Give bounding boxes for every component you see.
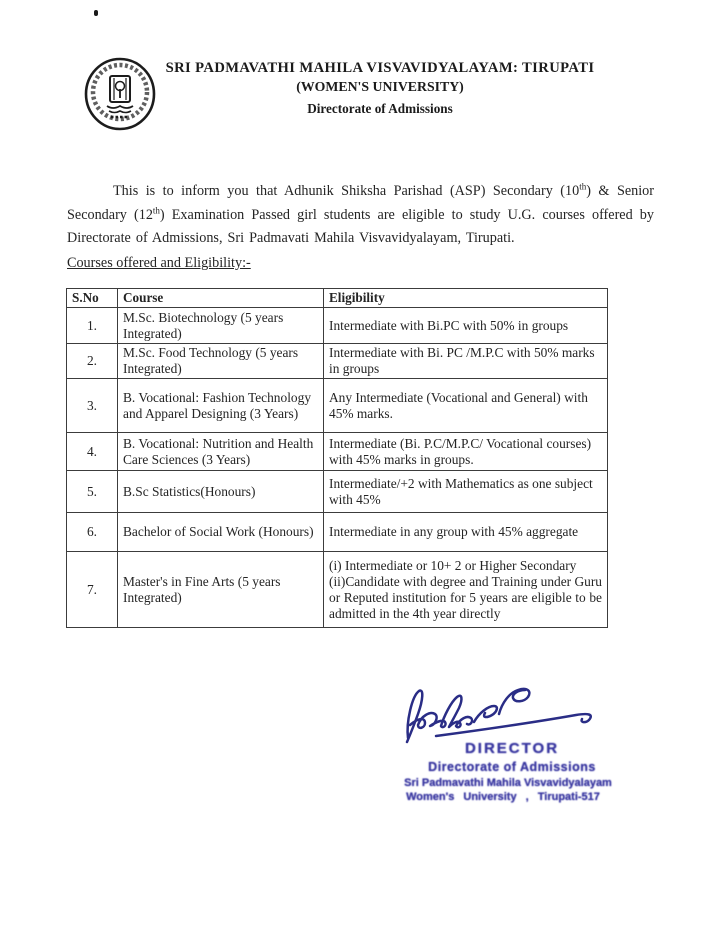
superscript-th-2: th [152,205,160,216]
scan-artifact-mark [94,10,98,16]
signature-ink-icon [396,678,608,746]
table-row [67,344,608,379]
table-row [67,471,608,513]
superscript-th-1: th [579,181,587,192]
row-course: M.Sc. Biotechnology (5 years Integrated) [118,308,324,344]
stamp-address: Women's University , Tirupati-517 [406,791,600,803]
paragraph-text-1: This is to inform you that Adhunik Shiksha Parishad (ASP) Secondary (10 [113,183,580,200]
row-sno: 3. [67,379,118,433]
column-header-eligibility: Eligibility [324,289,608,308]
column-header-course: Course [118,289,324,308]
row-sno: 5. [67,471,118,513]
university-name: SRI PADMAVATHI MAHILA VISVAVIDYALAYAM: TIRUPATI [165,60,595,76]
notice-paragraph [67,180,654,251]
eligibility-clause-i: (i) Intermediate or 10+ 2 or Higher Secondary [329,557,577,573]
table-header-row [67,289,608,308]
table-row [67,308,608,344]
table-row [67,379,608,433]
row-eligibility [324,552,608,628]
row-sno: 2. [67,344,118,379]
paragraph-text-3: ) Examination Passed girl students are eligible to study U.G. courses offered by Directorate of Admissions, Sri Padmavati Mahila Visvavidyalayam, Tirupati. [67,206,654,247]
university-seal-icon [83,56,157,132]
courses-eligibility-table [66,288,608,628]
row-eligibility: Intermediate with Bi. PC /M.P.C with 50% marks in groups [324,344,608,379]
row-eligibility: Intermediate (Bi. P.C/M.P.C/ Vocational courses) with 45% marks in groups. [324,433,608,471]
table-row [67,513,608,552]
letterhead [150,60,610,117]
university-seal-logo [83,56,157,132]
column-header-sno: S.No [67,289,118,308]
office-stamp [381,740,643,803]
department-name: Directorate of Admissions [307,101,453,116]
row-course: Bachelor of Social Work (Honours) [118,513,324,552]
row-eligibility: Intermediate with Bi.PC with 50% in groups [324,308,608,344]
row-course: M.Sc. Food Technology (5 years Integrated) [118,344,324,379]
row-sno: 4. [67,433,118,471]
row-course: B. Vocational: Fashion Technology and Apparel Designing (3 Years) [118,379,324,433]
row-eligibility: Intermediate/+2 with Mathematics as one subject with 45% [324,471,608,513]
table-row [67,552,608,628]
table-row [67,433,608,471]
row-sno: 6. [67,513,118,552]
row-course: B.Sc Statistics(Honours) [118,471,324,513]
stamp-university: Sri Padmavathi Mahila Visvavidyalayam [404,777,612,789]
section-heading: Courses offered and Eligibility:- [67,255,251,271]
row-eligibility: Intermediate in any group with 45% aggregate [324,513,608,552]
director-signature [396,678,608,746]
row-sno: 1. [67,308,118,344]
stamp-title: DIRECTOR [464,740,560,757]
eligibility-clause-ii: (ii)Candidate with degree and Training under Guru or Reputed institution for 5 years are eligible to be admitted in the 4th year directly [329,573,602,621]
row-eligibility: Any Intermediate (Vocational and General) with 45% marks. [324,379,608,433]
stamp-department: Directorate of Admissions [428,760,596,774]
row-sno: 7. [67,552,118,628]
university-subtitle: (WOMEN'S UNIVERSITY) [296,79,464,94]
row-course: B. Vocational: Nutrition and Health Care Sciences (3 Years) [118,433,324,471]
paragraph-text-2: ) & Senior Secondary (12 [67,183,654,223]
row-course: Master's in Fine Arts (5 years Integrated) [118,552,324,628]
